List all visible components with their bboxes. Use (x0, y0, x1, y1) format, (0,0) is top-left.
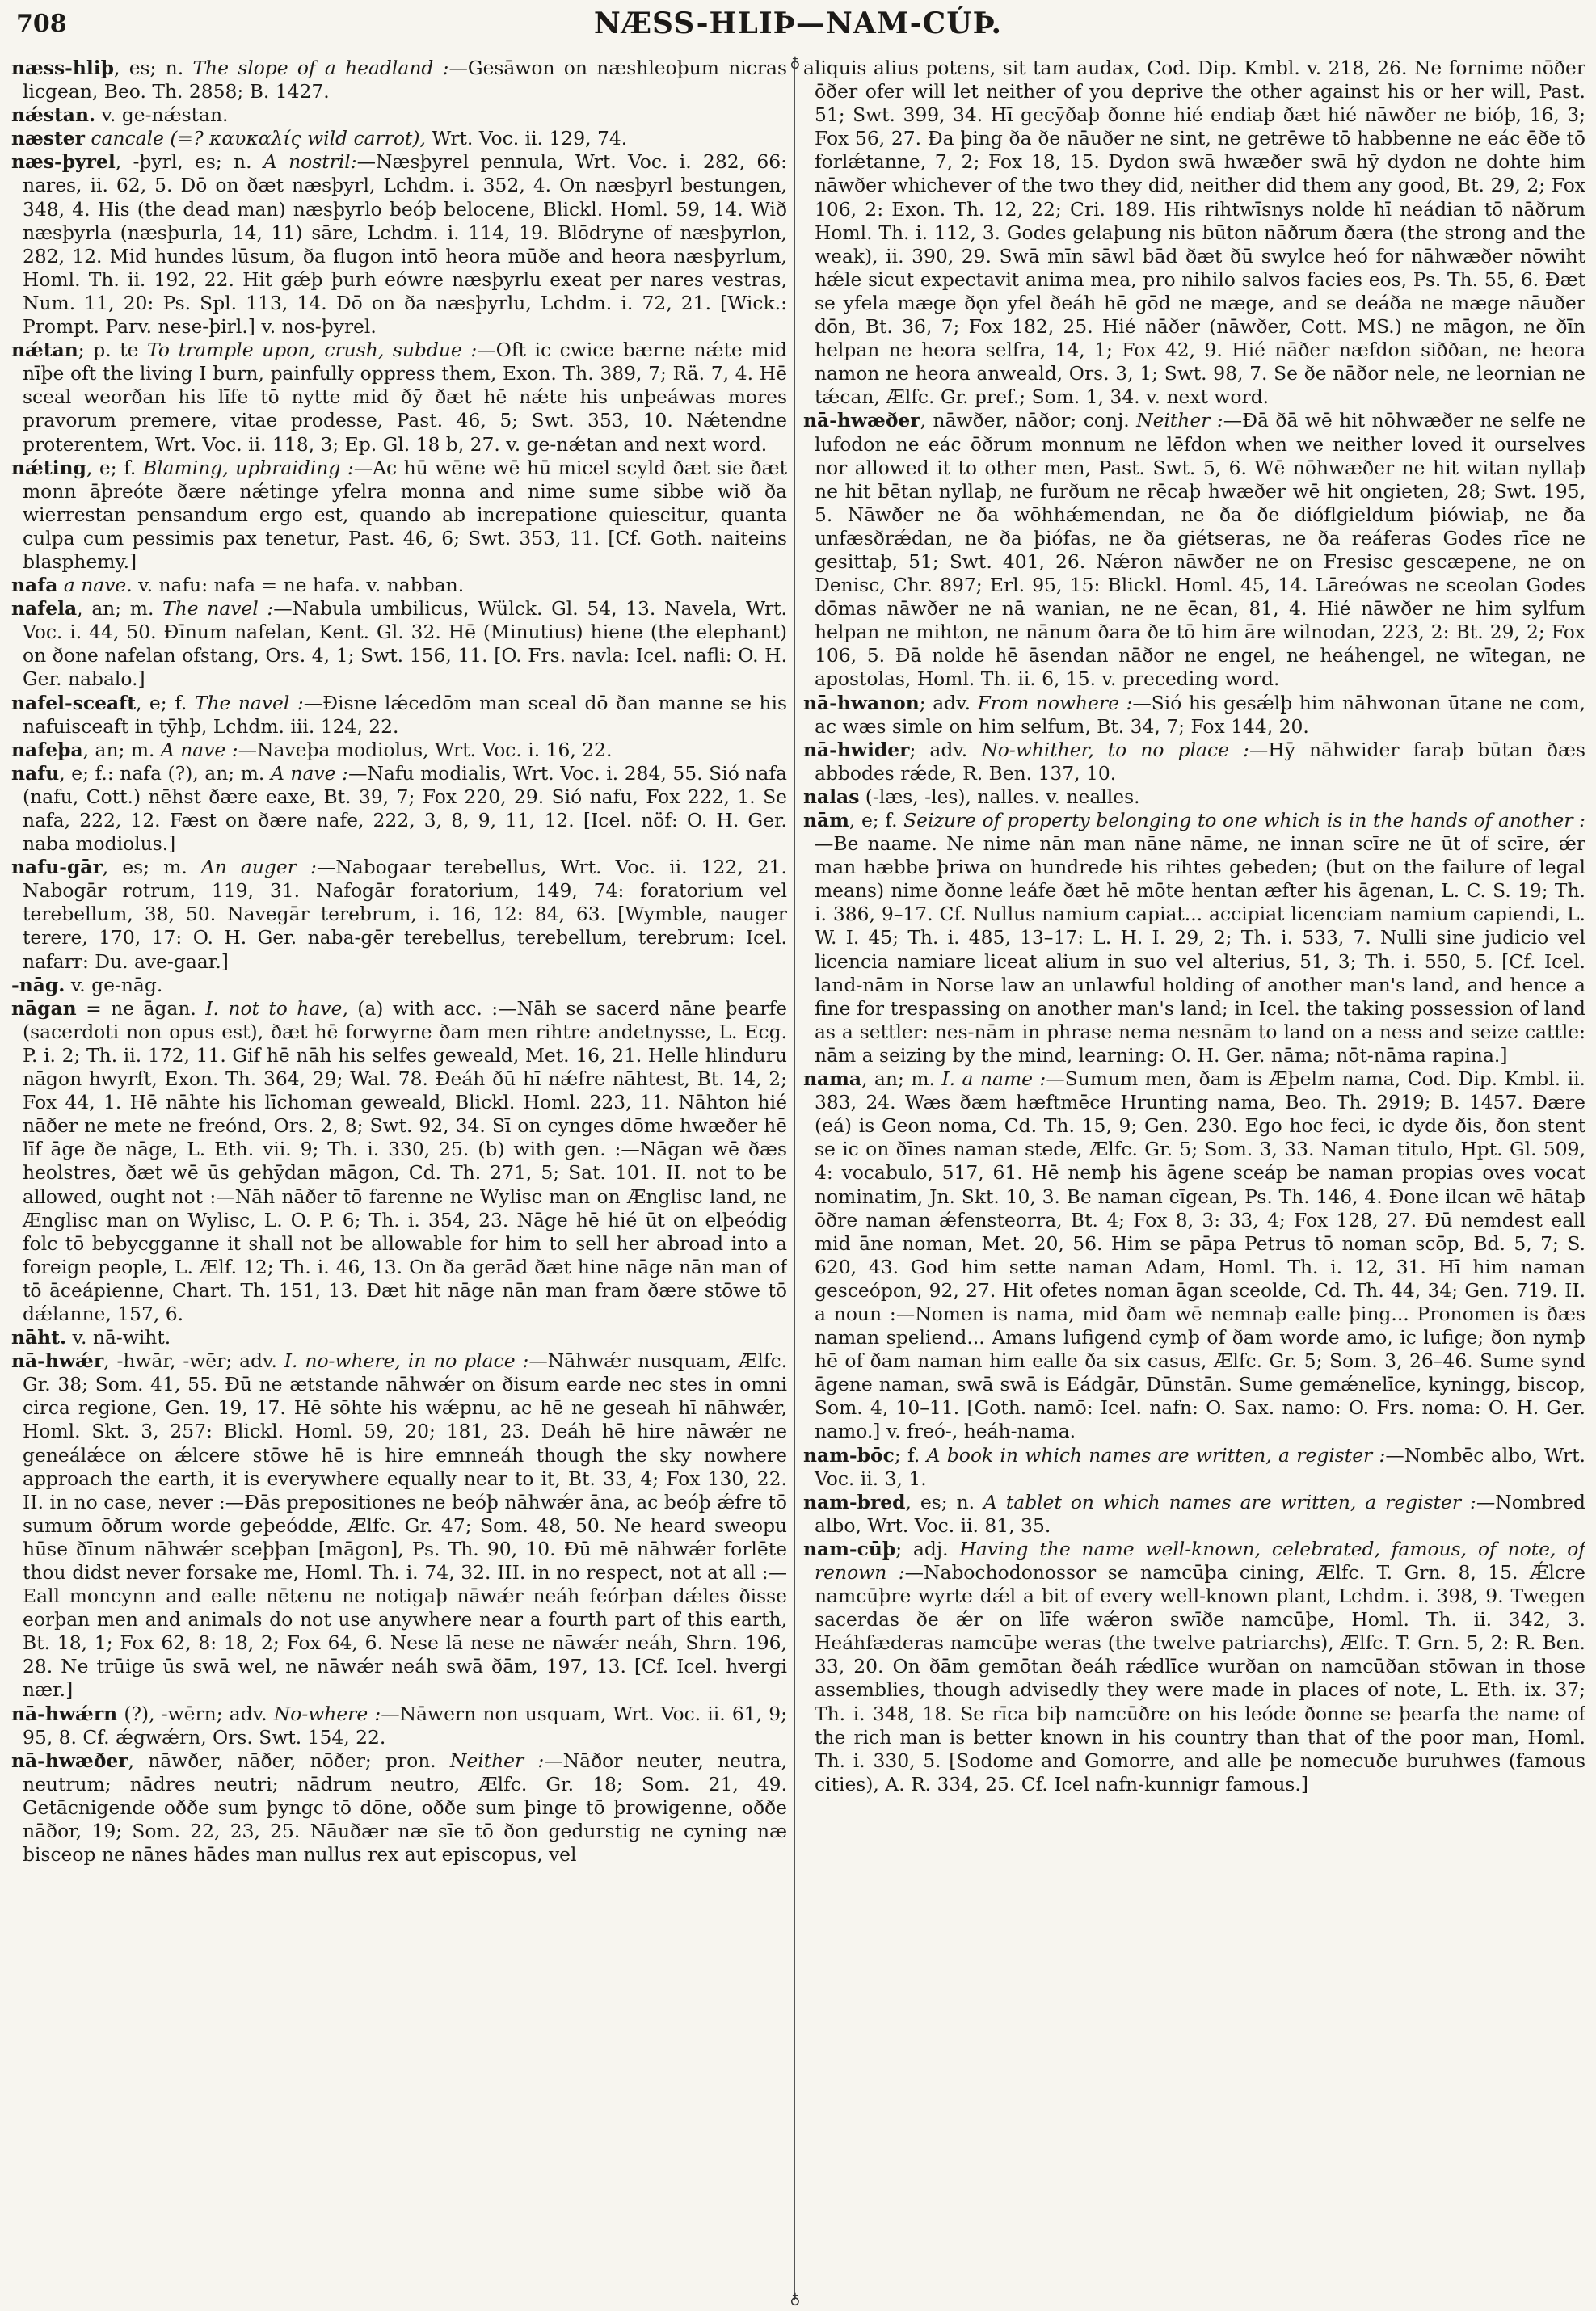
grammar-note: , an; m. (861, 1067, 935, 1091)
dictionary-entry (11, 762, 787, 856)
headword: nafu (11, 761, 60, 785)
column-divider (794, 61, 795, 2300)
entry-body: —Hȳ nāhwider faraþ būtan ðæs abbodes rǽde, R. Ben. 137, 10. (815, 738, 1585, 785)
headword: næster (11, 127, 85, 150)
dictionary-entry (11, 997, 787, 1326)
entry-body: —Ac hū wēne wē hū micel scyld ðæt sie ðæt monn āþreóte ðære nǽtinge yfelra monna and nime sume sibbe wið ða wierrestan pensandum ergo est, quando ab increpatione quiescitur, quanta culpa cum pessimis pax tenetur, Past. 46, 6; Swt. 353, 11. [Cf. Goth. naiteins blasphemy.] (23, 456, 787, 573)
entry-body: —Nāwern non usquam, Wrt. Voc. ii. 61, 9; 95, 8. Cf. ǽgwǽrn, Ors. Swt. 154, 22. (23, 1702, 787, 1749)
entry-body: —Oft ic cwice bærne nǽte mid nīþe oft the living I burn, painfully oppress them, Exon. Th. 389, 7; Rä. 7, 4. Hē sceal weorðan his līfe tō nytte mid ðȳ ðæt hē nǽte his unþeáwas mores pravorum premere, vitae prodesse, Past. 46, 5; Swt. 353, 10. Nǽtendne proterentem, Wrt. Voc. ii. 118, 3; Ep. Gl. 18 b, 27. v. ge-nǽtan and next word. (23, 339, 787, 456)
entry-body: v. nā-wiht. (66, 1326, 171, 1349)
grammar-note: ; adj. (895, 1537, 949, 1560)
dictionary-entry (803, 57, 1585, 409)
grammar-note: , e; f. (136, 691, 187, 714)
sense-gloss: Neither : (1129, 409, 1223, 432)
headword: nafa (11, 574, 58, 597)
entry-body: —Gesāwon on næshleoþum nicras licgean, Beo. Th. 2858; B. 1427. (23, 57, 787, 103)
running-head: NÆSS-HLIÞ—NAM-CÚÞ. (593, 6, 1003, 40)
left-column (11, 57, 787, 2299)
dictionary-entry (11, 57, 787, 103)
entry-body: —Ðisne lǽcedōm man sceal dō ðan manne se his nafuisceaft in tȳhþ, Lchdm. iii. 124, 22. (23, 691, 787, 738)
dictionary-entry (11, 856, 787, 973)
entry-body: v. ge-nǽstan. (95, 103, 229, 127)
sense-gloss: From nowhere : (971, 691, 1133, 714)
grammar-note: , e; f. (86, 456, 137, 479)
headword: nām (803, 809, 849, 831)
entry-body: Wrt. Voc. ii. 129, 74. (425, 127, 628, 150)
grammar-note: , nāwðer, nāðor; conj. (920, 409, 1130, 432)
grammar-note: , es; n. (905, 1490, 975, 1513)
sense-gloss: The navel : (154, 597, 274, 621)
dictionary-entry (11, 127, 787, 150)
grammar-note: , es; m. (102, 856, 187, 879)
entry-body: —Sumum men, ðam is Æþelm nama, Cod. Dip. Kmbl. ii. 383, 24. Wæs ðæm hæftmēce Hrunting nama, Beo. Th. 2919; B. 1457. Ðære (eá) is Geon noma, Cd. Th. 15, 9; Gen. 230. Ego hoc feci, ic dyde ðis, ðon stent se ic on ðīnes naman stede, Ælfc. Gr. 5; Som. 3, 33. Naman titulo, Hpt. Gl. 509, 4: vocabulo, 517, 61. Hē nemþ his āgene sceáp be naman propias oves vocat nominatim, Jn. Skt. 10, 3. Be naman cīgean, Ps. Th. 146, 4. Ðone ilcan wē hātaþ ōðre naman ǽfensteorra, Bt. 4; Fox 8, 3: 33, 4; Fox 128, 27. Ðū nemdest eall mid āne noman, Met. 20, 56. Him se pāpa Petrus tō noman scōp, Bd. 5, 7; S. 620, 43. God him sette naman Adam, Homl. Th. i. 12, 31. Hī him naman gesceópon, 92, 27. Hit ofetes noman āgan sceolde, Cd. Th. 44, 34; Gen. 719. II. a noun :—Nomen is nama, mid ðam wē nemnaþ ealle þing... Pronomen is ðæs naman speliend... Amans lufigend cymþ of ðam worde amo, ic lufige; ðon nymþ hē of ðam naman him ealle ða six casus, Ælfc. Gr. 5; Som. 3, 26–46. Sume synd āgene naman, swā swā is Eádgār, Dūnstān. Sume gemǽnelīce, kyningg, biscop, Som. 4, 10–11. [Goth. namō: Icel. nafn: O. Sax. namo: O. Frs. noma: O. H. Ger. namo.] v. freó-, heáh-nama. (815, 1067, 1585, 1443)
sense-gloss: An auger : (187, 856, 317, 879)
headword: næs-þyrel (11, 150, 116, 174)
entry-body: —Næsþyrel pennula, Wrt. Voc. i. 282, 66: nares, ii. 62, 5. Dō on ðæt næsþyrl, Lchdm. i. 352, 4. On næsþyrl bestungen, 348, 4. His (the dead man) næsþyrlo beóþ belocene, Blickl. Homl. 59, 14. Wið næsþyrla (næsþurla, 14, 11) sāre, Lchdm. i. 114, 19. Blōdryne of næsþyrlon, 282, 12. Mid hundes lūsum, ða flugon intō heora mūðe and heora næsþyrlum, Homl. Th. ii. 192, 22. Hit gǽþ þurh eówre næsþyrlu exeat per nares vestras, Num. 11, 20: Ps. Spl. 113, 14. Dō on ða næsþyrlu, Lchdm. i. 72, 21. [Wick.: Prompt. Parv. nese-þirl.] v. nos-þyrel. (23, 150, 787, 339)
grammar-note: ; p. te (78, 339, 139, 362)
sense-gloss: The navel : (187, 691, 304, 714)
headword: nafela (11, 597, 78, 621)
entry-body: —Nabogaar terebellus, Wrt. Voc. ii. 122, 21. Nabogār rotrum, 119, 31. Nafogār foratorium, 149, 74: foratorium vel terebellum, 38, 50. Navegār terebrum, i. 16, 12: 84, 63. [Wymble, nauger terere, 170, 17: O. H. Ger. naba-gēr terebellus, terebellum, terebrum: Icel. nafarr: Du. ave-gaar.] (23, 856, 787, 973)
grammar-note: (-læs, -les), nalles. (859, 785, 1040, 808)
entry-body: —Nāðor neuter, neutra, neutrum; nādres neutri; nādrum neutro, Ælfc. Gr. 18; Som. 21, 49. Getācnigende oððe sum þyngc tō dōne, oððe sum þinge tō þrowigenne, oððe nāðor, 19; Som. 22, 23, 25. Nāuðær næ sīe tō ðon gedurstig ne cyning næ bisceop ne nānes hādes man nullus rex aut episcopus, vel (23, 1749, 787, 1867)
dictionary-entry (803, 1067, 1585, 1444)
entry-body: v. nealles. (1039, 785, 1140, 808)
sense-gloss: I. a name : (934, 1067, 1046, 1091)
headword: nafel-sceaft (11, 691, 137, 714)
dictionary-entry (11, 574, 787, 597)
entry-body: —Naveþa modiolus, Wrt. Voc. i. 16, 22. (238, 738, 613, 761)
entry-body: —Nāhwǽr nusquam, Ælfc. Gr. 38; Som. 41, 55. Ðū ne ætstande nāhwǽr on ðisum earde nec stes in omni circa regione, Gen. 19, 17. Hē sōhte his wǽpnu, ac hē ne geseah hī nāhwǽr, Homl. Skt. 3, 257: Blickl. Homl. 59, 20; 181, 23. Deáh hē hire nāwǽr ne geneálǽce on ǽlcere stōwe hē is hire emnneáh though the sky nowhere approach the earth, it is everywhere equally near to it, Bt. 33, 4; Fox 130, 22. II. in no case, never :—Ðās prepositiones ne beóþ nāhwǽr āna, ac beóþ ǽfre tō sumum ōðrum worde geþeódde, Ælfc. Gr. 47; Som. 48, 50. Ne heard sweopu hūse ðīnum nāhwǽr sceþþan [māgon], Ps. Th. 90, 10. Ðū mē nāhwǽr forlēte thou didst never forsake me, Homl. Th. i. 74, 32. III. in no respect, not at all :—Eall moncynn and ealle nētenu ne notigaþ nāwǽr neáh feórþan dǽles ðisse eorþan men and animals do not use anywhere near a fourth part of this earth, Bt. 18, 1; Fox 62, 8: 18, 2; Fox 64, 6. Nese lā nese ne nāwǽr neáh, Shrn. 196, 28. Ne trūige ūs swā wel, ne nāwǽr neáh swā ðām, 197, 13. [Cf. Icel. hvergi nær.] (23, 1349, 787, 1702)
dictionary-entry (803, 809, 1585, 1067)
sense-gloss: A book in which names are written, a register : (920, 1443, 1386, 1467)
headword: nā-hwanon (803, 691, 920, 714)
sense-gloss: The slope of a headland : (183, 57, 449, 79)
grammar-note: ; f. (894, 1443, 920, 1467)
dictionary-entry (803, 739, 1585, 785)
headword: nǽstan. (11, 103, 96, 127)
dictionary-entry (803, 1444, 1585, 1491)
headword: nam-bred (803, 1490, 906, 1513)
page-number: 708 (16, 10, 67, 38)
entry-body: v. nafu: nafa = ne hafa. v. nabban. (132, 574, 465, 597)
entry-body: —Be naame. Ne nime nān man nāne nāme, ne innan scīre ne ūt of scīre, ǽr man hæbbe þriwa on hundrede his rihtes gebeden; (but on the failure of legal means) nime ðonne leáfe ðæt hē mōte hentan æfter his āgenan, L. C. S. 19; Th. i. 386, 9–17. Cf. Nullus namium capiat... accipiat licenciam namium capiendi, L. W. I. 45; Th. i. 485, 13–17: L. H. I. 29, 2; Th. i. 533, 7. Nulli sine judicio vel licencia namiare liceat alium in suo vel alterius, 51, 3; Th. i. 550, 5. [Cf. Icel. land-nām in Norse law an unlawful holding of another man's land, and hence a fine for trespassing on another man's land; in Icel. the taking possession of land as a settler: nes-nām in phrase nema nesnām to land on a ness and seize cattle: nām a seizing by the mind, learning: O. H. Ger. nāma; nōt-nāma rapina.] (815, 832, 1585, 1067)
sense-gloss: A nave : (264, 761, 348, 785)
grammar-note: , an; m. (77, 597, 154, 621)
headword: nafu-gār (11, 856, 103, 879)
headword: nǽtan (11, 339, 78, 362)
sense-gloss: A tablet on which names are written, a register : (975, 1490, 1476, 1513)
dictionary-entry (11, 1749, 787, 1867)
headword: nā-hwæðer (803, 409, 920, 432)
dictionary-entry (11, 457, 787, 574)
headword: nalas (803, 785, 860, 808)
page-header (0, 0, 1596, 57)
sense-gloss: cancale (=? καυκαλίς wild carrot), (85, 127, 426, 150)
grammar-note: (?), -wērn; adv. (117, 1702, 267, 1725)
grammar-note: , -þyrl, es; n. (115, 150, 252, 174)
entry-body: —Sió his gesǽlþ him nāhwonan ūtane ne com, ac wæs simle on him selfum, Bt. 34, 7; Fox 144, 20. (815, 691, 1585, 738)
headword: nā-hwǽrn (11, 1702, 118, 1725)
dictionary-entry (11, 150, 787, 339)
dictionary-entry (803, 785, 1585, 809)
grammar-note: , e; f. (849, 809, 898, 831)
sense-gloss: Seizure of property belonging to one which is in the hands of another : (897, 809, 1585, 831)
grammar-note: , -hwār, -wēr; adv. (103, 1349, 277, 1373)
divider-ornament-top-icon: ♁ (790, 54, 801, 71)
dictionary-entry (803, 409, 1585, 691)
sense-gloss: A nostril: (251, 150, 357, 174)
dictionary-entry (803, 692, 1585, 739)
headword: nafeþa (11, 738, 83, 761)
sense-gloss: Having the name well-known, celebrated, famous, of note, of renown : (815, 1537, 1585, 1584)
grammar-note: , e; f.: nafa (?), an; m. (59, 761, 265, 785)
dictionary-entry (803, 1491, 1585, 1538)
entry-body: —Nabula umbilicus, Wülck. Gl. 54, 13. Navela, Wrt. Voc. i. 44, 50. Ðīnum nafelan, Kent. Gl. 32. Hē (Minutius) hiene (the elephant) on ðone nafelan ofstang, Ors. 4, 1; Swt. 156, 11. [O. Frs. navla: Icel. nafli: O. H. Ger. nabalo.] (23, 597, 787, 691)
grammar-note: , an; m. (82, 738, 155, 761)
headword: nǽting (11, 456, 86, 479)
entry-body: —Ðā ðā wē hit nōhwæðer ne selfe ne lufodon ne eác ōðrum monnum ne lēfdon when we neither loved it ourselves nor allowed it to other men, Past. Swt. 5, 6. Wē nōhwæðer ne hit witan nyllaþ ne hit bētan nyllaþ, ne furðum ne rēcaþ hwæðer wē hit ongieten, 28; Swt. 195, 5. Nāwðer ne ða wōhhǽmendan, ne ða ðe dióflgieldum þiówiaþ, ne ða unfæsðrǽdan, ne ða þiófas, ne ða giétseras, ne ða reáferas Godes rīce ne gesittaþ, 51; Swt. 401, 26. Nǽron nāwðer ne on Fresisc gescæpene, ne on Denisc, Chr. 897; Erl. 95, 15: Blickl. Homl. 45, 14. Lāreówas ne sceolan Godes dōmas nāwðer ne nā wanian, ne ne ēcan, 81, 4. Hié nāwðer ne him sylfum helpan ne mihton, ne nānum ðara ðe tō him āre wilnodan, 223, 2: Bt. 29, 2; Fox 106, 5. Ðā nolde hē āsendan nāðor ne engel, ne heáhengel, ne wītegan, ne apostolas, Homl. Th. ii. 6, 15. v. preceding word. (815, 409, 1585, 691)
divider-ornament-bottom-icon: ♁ (790, 2291, 801, 2308)
sense-gloss: Blaming, upbraiding : (136, 456, 354, 479)
sense-gloss: To trample upon, crush, subdue : (138, 339, 478, 362)
right-column (803, 57, 1585, 2299)
entry-body: —Nombēc albo, Wrt. Voc. ii. 3, 1. (815, 1443, 1585, 1490)
headword: nāgan (11, 996, 77, 1020)
headword: nam-cūþ (803, 1537, 896, 1560)
entry-body: —Nabochodonossor se namcūþa cining, Ælfc. T. Grn. 8, 15. Ǽlcre namcūþre wyrte dǽl a bit of every well-known plant, Lchdm. i. 398, 9. Twegen sacerdas ðe ǽr on līfe wǽron swīðe namcūþe, Homl. Th. ii. 342, 3. Heáhfæderas namcūþe weras (the twelve patriarchs), Ælfc. T. Grn. 5, 2: R. Ben. 33, 20. On ðām gemōtan ðeáh rǽdlīce wurðan on namcūðan stōwan in those assemblies, though advisedly they were made in places of note, L. Eth. ix. 37; Th. i. 348, 18. Se rīca biþ namcūðre on his leóde ðonne se þearfa the name of the rich man is better known in his country than that of the poor man, Homl. Th. i. 330, 5. [Sodome and Gomorre, and alle þe nomecuðe buruhwes (famous cities), A. R. 334, 25. Cf. Icel nafn-kunnigr famous.] (815, 1561, 1585, 1795)
dictionary-entry (11, 1326, 787, 1349)
grammar-note: , nāwðer, nāðer, nōðer; pron. (128, 1749, 436, 1772)
sense-gloss: I. no-where, in no place : (276, 1349, 529, 1373)
sense-gloss: A nave : (154, 738, 238, 761)
headword: næss-hliþ (11, 57, 114, 79)
headword: nā-hwæðer (11, 1749, 128, 1772)
sense-gloss: I. not to have, (196, 996, 348, 1020)
entry-body: —Nombred albo, Wrt. Voc. ii. 81, 35. (815, 1490, 1585, 1537)
sense-gloss: No-whither, to no place : (967, 738, 1249, 761)
entry-body: (a) with acc. :—Nāh se sacerd nāne þearfe (sacerdoti non opus est), ðæt hē forwyrne ðam men rihtre andetnysse, L. Ecg. P. i. 2; Th. ii. 172, 11. Gif hē nāh his selfes geweald, Met. 16, 21. Helle hlinduru nāgon hwyrft, Exon. Th. 364, 29; Wal. 78. Ðeáh ðū hī nǽfre nāhtest, Bt. 14, 2; Fox 44, 1. Hē nāhte his līchoman geweald, Blickl. Homl. 223, 11. Nāhton hié nāðer ne mete ne freónd, Ors. 2, 8; Swt. 92, 34. Sī on cynges dōme hwæðer hē līf āge ðe nāge, L. Eth. vii. 9; Th. i. 330, 25. (b) with gen. :—Nāgan wē ðæs heolstres, ðæt wē ūs gehȳdan māgon, Cd. Th. 271, 5; Sat. 101. II. not to be allowed, ought not :—Nāh nāðer tō farenne ne Wylisc man on Ænglisc land, ne Ænglisc man on Wylisc, L. O. P. 6; Th. i. 354, 23. Nāge hē hié ūt on elþeódig folc tō bebycgganne it shall not be allowable for him to sell her abroad into a foreign people, L. Ælf. 12; Th. i. 46, 13. On ða gerād ðæt hine nāge nān man of tō āceápienne, Chart. Th. 151, 13. Ðæt hit nāge nān man fram ðære stōwe tō dǽlanne, 157, 6. (23, 996, 787, 1325)
grammar-note: ; adv. (909, 738, 968, 761)
entry-body: aliquis alius potens, sit tam audax, Cod. Dip. Kmbl. v. 218, 26. Ne fornime nōðer ōðer ofer will let neither of you deprive the other against his or her will, Past. 51; Swt. 399, 34. Hī gecȳðaþ ðonne hié endiaþ ðæt hié nāwðer ne bióþ, 16, 3; Fox 56, 27. Ða þing ða ðe nāuðer ne sint, ne getrēwe tō habbenne ne eác ēðe tō forlǽtanne, 7, 2; Fox 18, 15. Dydon swā hwæðer swā hȳ dydon ne dohte him nāwðer whichever of the two they did, neither did them any good, Bt. 29, 2; Fox 106, 2: Exon. Th. 12, 22; Cri. 189. His rihtwīsnys nolde hī neádian tō nāðrum Homl. Th. i. 112, 3. Godes gelaþung nis būton nāðrum ðæra (the strong and the weak), ii. 390, 29. Swā mīn sāwl bād ðæt ðū swylce heó for nāhwæðer nōwiht hǽle sicut expectavit anima mea, pro nihilo salvos facies eos, Ps. Th. 55, 6. Ðæt se yfela mæge ðǫn yfel ðeáh hē gōd ne mæge, and se deáða ne mæge nāuðer dōn, Bt. 36, 7; Fox 182, 25. Hié nāðer (nāwðer, Cott. MS.) ne māgon, ne ðīn helpan ne heora selfra, 14, 1; Fox 42, 9. Hié nāðer næfdon siððan, ne heora namon ne heora anweald, Ors. 3, 1; Swt. 98, 7. Se ðe nāðor nele, ne leornian ne tǽcan, Ælfc. Gr. pref.; Som. 1, 34. v. next word. (803, 57, 1585, 409)
headword: nā-hwǽr (11, 1349, 104, 1373)
entry-body: —Nafu modialis, Wrt. Voc. i. 284, 55. Sió nafa (nafu, Cott.) nēhst ðære eaxe, Bt. 39, 7; Fox 220, 29. Sió nafu, Fox 222, 1. Se nafa, 222, 12. Fæst on ðære nafe, 222, 3, 8, 9, 11, 12. [Icel. nöf: O. H. Ger. naba modiolus.] (23, 761, 787, 856)
sense-gloss: a nave. (57, 574, 133, 597)
sense-gloss: No-where : (267, 1702, 381, 1725)
dictionary-entry (11, 1703, 787, 1749)
dictionary-entry (11, 692, 787, 739)
headword: -nāg. (11, 973, 65, 996)
dictionary-entry (11, 974, 787, 997)
headword: nā-hwider (803, 738, 910, 761)
entry-body: v. ge-nāg. (65, 973, 163, 996)
grammar-note: = ne āgan. (76, 996, 196, 1020)
dictionary-entry (11, 739, 787, 762)
dictionary-entry (11, 597, 787, 691)
dictionary-entry (11, 103, 787, 127)
grammar-note: , es; n. (114, 57, 184, 79)
headword: nam-bōc (803, 1443, 895, 1467)
dictionary-entry (11, 1349, 787, 1702)
headword: nāht. (11, 1326, 67, 1349)
headword: nama (803, 1067, 862, 1091)
grammar-note: ; adv. (919, 691, 971, 714)
sense-gloss: Neither : (436, 1749, 545, 1772)
dictionary-entry (803, 1538, 1585, 1796)
dictionary-entry (11, 339, 787, 456)
